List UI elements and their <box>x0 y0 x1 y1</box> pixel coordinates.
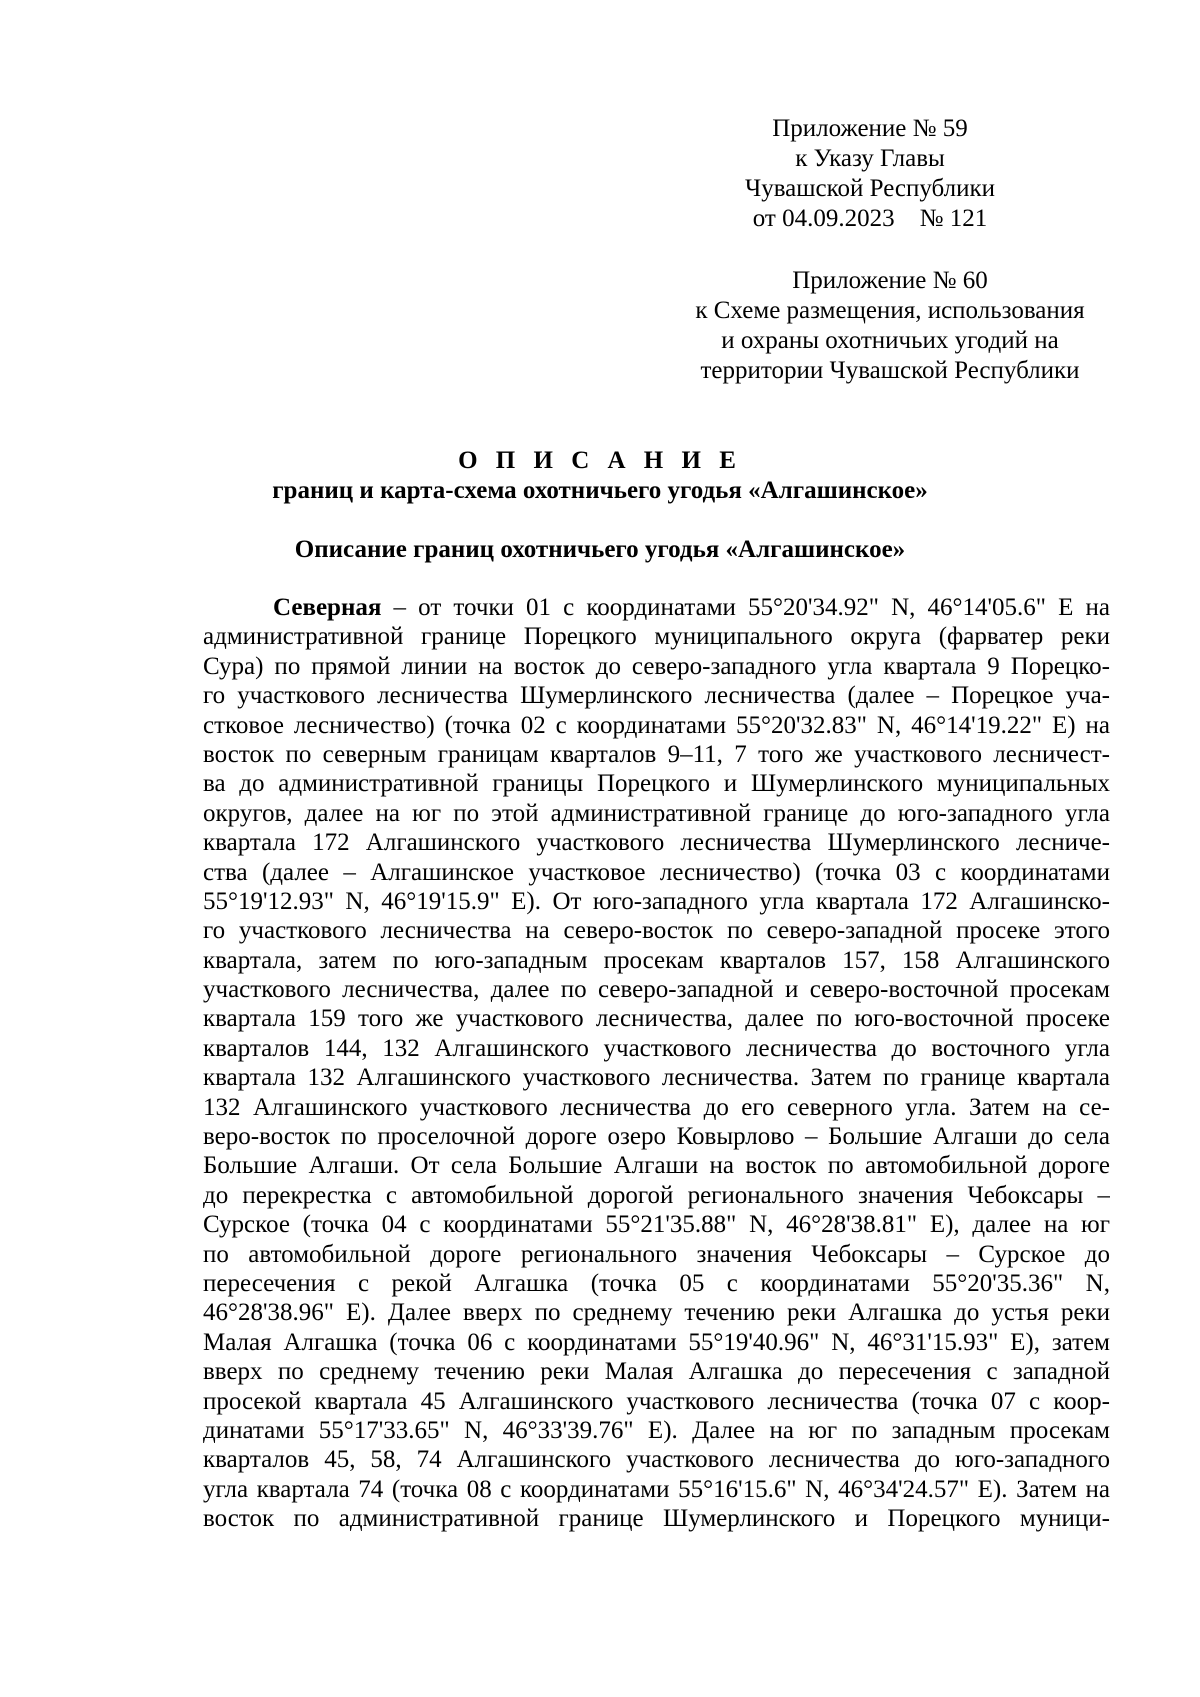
paragraph-line: Сура) по прямой линии на восток до северо-западного угла квартала 9 Порецко- <box>203 652 1110 680</box>
paragraph-line: веро-восток по проселочной дороге озеро Ковырлово – Большие Алгаши до села <box>203 1123 1110 1151</box>
paragraph-line: 132 Алгашинского участкового лесничества до его северного угла. Затем на се- <box>203 1093 1110 1121</box>
paragraph-line: квартала 172 Алгашинского участкового лесничества Шумерлинского лесниче- <box>203 829 1110 857</box>
paragraph-line: стковое лесничество) (точка 02 с координатами 55°20'32.83" N, 46°14'19.22" E) на <box>203 711 1110 739</box>
appendix-60-line: территории Чувашской Республики <box>700 357 1080 384</box>
paragraph-line: ства (далее – Алгашинское участковое лесничество) (точка 03 с координатами <box>203 858 1110 886</box>
appendix-60-line: Приложение № 60 <box>792 267 988 294</box>
appendix-59-line: Чувашской Республики <box>744 175 996 202</box>
document-title <box>0 446 1200 506</box>
appendix-59-line: от 04.09.2023 № 121 <box>752 205 988 232</box>
title-subtitle: границ и карта-схема охотничьего угодья «Алгашинское» <box>272 477 928 504</box>
paragraph-line: вверх по среднему течению реки Малая Алгашка до пересечения с западной <box>203 1358 1110 1386</box>
paragraph-line: восток по северным границам кварталов 9–11, 7 того же участкового лесничест- <box>203 740 1110 768</box>
paragraph-line: Большие Алгаши. От села Большие Алгаши на восток по автомобильной дороге <box>203 1152 1110 1180</box>
paragraph-line: кварталов 144, 132 Алгашинского участкового лесничества до восточного угла <box>203 1034 1110 1062</box>
appendix-59-header <box>660 114 1080 234</box>
paragraph-line: 46°28'38.96" E). Далее вверх по среднему течению реки Алгашка до устья реки <box>203 1299 1110 1327</box>
paragraph-line: го участкового лесничества Шумерлинского лесничества (далее – Порецкое уча- <box>203 682 1110 710</box>
paragraph-line: до перекрестка с автомобильной дорогой регионального значения Чебоксары – <box>203 1181 1110 1209</box>
paragraph-line: ва до административной границы Порецкого и Шумерлинского муниципальных <box>203 770 1110 798</box>
paragraph-line: Сурское (точка 04 с координатами 55°21'35.88" N, 46°28'38.81" E), далее на юг <box>203 1211 1110 1239</box>
boundary-description <box>203 593 1110 1534</box>
appendix-60-line: и охраны охотничьих угодий на <box>721 327 1059 354</box>
section-heading: Описание границ охотничьего угодья «Алгашинское» <box>294 536 906 563</box>
appendix-60-header <box>645 266 1135 386</box>
paragraph-line: административной границе Порецкого муниципального округа (фарватер реки <box>203 623 1110 651</box>
paragraph-line: участкового лесничества, далее по северо-западной и северо-восточной просекам <box>203 976 1110 1004</box>
paragraph-first-line-rest: – от точки 01 с координатами 55°20'34.92" N, 46°14'05.6" E на <box>381 594 1110 621</box>
paragraph-line: динатами 55°17'33.65" N, 46°33'39.76" E). Далее на юг по западным просекам <box>203 1416 1110 1444</box>
paragraph-line: Малая Алгашка (точка 06 с координатами 55°19'40.96" N, 46°31'15.93" E), затем <box>203 1328 1110 1356</box>
paragraph-line: пересечения с рекой Алгашка (точка 05 с координатами 55°20'35.36" N, <box>203 1269 1110 1297</box>
paragraph-line: по автомобильной дороге регионального значения Чебоксары – Сурское до <box>203 1240 1110 1268</box>
paragraph-line: просекой квартала 45 Алгашинского участкового лесничества (точка 07 с коор- <box>203 1387 1110 1415</box>
paragraph-line: квартала, затем по юго-западным просекам кварталов 157, 158 Алгашинского <box>203 946 1110 974</box>
paragraph-line: угла квартала 74 (точка 08 с координатами 55°16'15.6" N, 46°34'24.57" E). Затем на <box>203 1475 1110 1503</box>
paragraph-line: го участкового лесничества на северо-восток по северо-западной просеке этого <box>203 917 1110 945</box>
paragraph-line: квартала 132 Алгашинского участкового лесничества. Затем по границе квартала <box>203 1064 1110 1092</box>
paragraph-line: округов, далее на юг по этой административной границе до юго-западного угла <box>203 799 1110 827</box>
appendix-60-line: к Схеме размещения, использования <box>695 297 1085 324</box>
title-main: О П И С А Н И Е <box>458 447 742 474</box>
appendix-59-line: Приложение № 59 <box>772 115 968 142</box>
paragraph-first-line <box>203 593 1110 622</box>
paragraph-line: восток по административной границе Шумерлинского и Порецкого муници- <box>203 1505 1110 1533</box>
paragraph-line: квартала 159 того же участкового лесничества, далее по юго-восточной просеке <box>203 1005 1110 1033</box>
paragraph-line: 55°19'12.93" N, 46°19'15.9" E). От юго-западного угла квартала 172 Алгашинско- <box>203 887 1110 915</box>
paragraph-lead: Северная <box>273 594 382 621</box>
paragraph-line: кварталов 45, 58, 74 Алгашинского участкового лесничества до юго-западного <box>203 1446 1110 1474</box>
appendix-59-line: к Указу Главы <box>795 145 945 172</box>
